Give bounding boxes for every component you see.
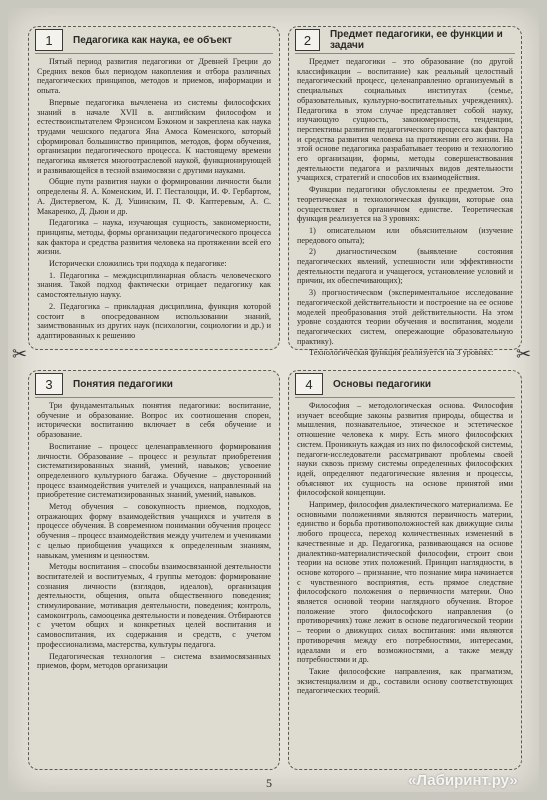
- paragraph: 2. Педагогика – прикладная дисциплина, функция которой состоит в опосредованном использовании знаний, заимствованных из других наук (психологии, социологии и др.) и адаптированных к решению: [37, 301, 271, 340]
- card-title: Основы педагогики: [333, 378, 432, 390]
- scissors-icon: ✂: [516, 344, 532, 365]
- paragraph: Исторически сложились три подхода к педагогике:: [49, 259, 227, 269]
- card-header: [295, 27, 515, 54]
- card-2: [288, 26, 522, 358]
- card-number: 3: [35, 373, 63, 395]
- card-title: Педагогика как наука, ее объект: [73, 34, 232, 46]
- paragraph: Например, философия диалектического материализма. Ее основными положениями являются первичность материи, единство и борьба противоположностей как движущие силы любого процесса, переход количественных изменений в качественные и др. Педагогика, развивающаяся на основе диалектико-материалистической философии, строит свои теории на основе этих положений. Принцип наглядности, в основе которого – признание, что познание мира начинается с чувственного восприятия, есть прямое следствие философского положения о первичности материи. Оно является основой теории наглядного обучения. Второе положение этого философского направления (о противоречиях) тоже лежит в основе педагогической теории – теории о движущих силах воспитания: ими являются противоречия между его потребностями, интересами, идеалами и его возможностями, а также между потребностями и др.: [297, 500, 513, 665]
- card-title: Понятия педагогики: [73, 378, 173, 390]
- paragraph: Методы воспитания – способы взаимосвязанной деятельности воспитателей и воспитуемых, 4 группы методов: формирование сознания личности (взглядов, идеалов), организация деятельности, общения, опыта общественного поведения; стимулирование, мотивация деятельности, поведения; контроль, самоконтроль, самооценка деятельности и поведения. Отбираются с учетом общих и конкретных целей воспитания и самовоспитания, их содержания и средств, с учетом профессионализма, мастерства, культуры педагога.: [37, 562, 271, 649]
- card-body: [29, 54, 279, 345]
- card-header: [35, 371, 273, 398]
- card-header: [35, 27, 273, 54]
- scissors-icon: ✂: [12, 344, 28, 365]
- watermark-logo: «Лабиринт.ру»: [408, 772, 518, 789]
- paragraph: Пятый период развития педагогики от Древней Греции до Средних веков был периодом накопления и отбора различных педагогических принципов, методов и приемов, информации и опыта.: [37, 57, 271, 96]
- paragraph: Предмет педагогики – это образование (по другой классификации – воспитание) как реальный целостный педагогический процесс, целенаправленно организуемый в специальных социальных институтах (семье, образовательных, культурно-воспитательных учреждениях). Педагогика в этом случае представляет собой науку, изучающую сущность, закономерности, тенденции, перспективы развития педагогического процесса как фактора и средства развития человека на протяжении его жизни. На этой основе педагогика разрабатывает теорию и технологию его организации, формы, методы совершенствования деятельности педагога и различных видов деятельности учащихся, стратегий и способов их взаимодействия.: [297, 57, 513, 183]
- card-3: [28, 370, 280, 770]
- card-body: [289, 54, 521, 358]
- paragraph: Функции педагогики обусловлены ее предметом. Это теоретическая и технологическая функции, которые она осуществляет в органичном единстве. Теоретическая функция реализуется на 3 уровнях:: [297, 185, 513, 224]
- paragraph: Впервые педагогика вычленена из системы философских знаний в начале XVII в. английским философом и естествоиспытателем Фрэнсисом Бэконом и закреплена как наука трудами чешского педагога Яна Амоса Коменского, который сформировал большинство принципов, методов, форм обучения, организации педагогического процесса. К настоящему времени педагогика является многоотраслевой наукой, функционирующей и развивающейся в тесной взаимосвязи с другими науками.: [37, 97, 271, 175]
- paragraph: Педагогическая технология – система взаимосвязанных приемов, форм, методов организации: [37, 651, 271, 671]
- paragraph: 1. Педагогика – междисциплинарная область человеческого знания. Такой подход фактически отрицает педагогику как самостоятельную науку.: [37, 270, 271, 300]
- card-header: [295, 371, 515, 398]
- paragraph: Философия – методологическая основа. Философия изучает всеобщие законы развития природы, общества и мышления, познавательное, этическое и эстетическое отношение человека к миру. Есть много философских систем. Проникнуть каждая из них по философской системы, педагоги-исследователи рассматривают проблемы своей науки сквозь призму системы определенных философских идей, определяют педагогические явления и процессы, объясняют их сущность на основе принятой ими философской концепции.: [297, 401, 513, 498]
- card-body: [289, 398, 521, 765]
- paragraph: Метод обучения – совокупность приемов, подходов, отражающих форму взаимодействия учащихся и учителя в процессе обучения. В современном понимании обучения процесс обучения – процесс взаимодействия между учителем и учениками с целью приобщения учащихся к определенным знаниям, навыкам, умениям и ценностям.: [37, 502, 271, 560]
- card-number: 2: [295, 29, 320, 51]
- card-title: Предмет педагогики, ее функции и задачи: [329, 29, 503, 51]
- page-number: 5: [266, 776, 272, 790]
- paragraph: 3) прогностическом (экспериментальное исследование педагогической действительности и построение на ее основе моделей преобразования этой действительности. На этом уровне создаются теории обучения и воспитания, модели педагогических систем, опережающие образовательную практику).: [297, 288, 513, 346]
- paragraph: Педагогика – наука, изучающая сущность, закономерности, принципы, методы, формы организации педагогического процесса как фактора и средства развития человека на протяжении всей его жизни.: [37, 218, 271, 257]
- card-number: 4: [295, 373, 323, 395]
- paragraph: Общие пути развития науки о формировании личности были определены Я. А. Коменским, И. Г. Песталоцци, И. Ф. Гербартом, А. Дистервегом, К. Д. Ушинским, П. Ф. Каптеревым, А. С. Макаренко, Д. Дьюи и др.: [37, 177, 271, 216]
- card-1: [28, 26, 280, 350]
- paragraph: Три фундаментальных понятия педагогики: воспитание, обучение и образование. Вопрос их соотношения спорен, исторически воспитанию включает в себя обучение и образование.: [37, 401, 271, 440]
- paragraph: 1) описательном или объяснительном (изучение передового опыта);: [297, 225, 513, 245]
- card-number: 1: [35, 29, 63, 51]
- paragraph: 2) диагностическом (выявление состояния педагогических явлений, успешности или эффективности деятельности педагога и учащегося, установление условий и причин, их обеспечивающих);: [297, 247, 513, 286]
- paragraph: Воспитание – процесс целенаправленного формирования личности. Образование – процесс и результат приобретения систематизированных знаний, умений, навыков; усвоение определенного культурного багажа. Обучение – двусторонний процесс взаимодействия учителей и учащихся, направленный на приобретение систематизированных знаний, умений, навыков.: [37, 441, 271, 500]
- book-page: [8, 8, 539, 792]
- card-4: [288, 370, 522, 770]
- paragraph: Такие философские направления, как прагматизм, экзистенциализм и др., составили основу соответствующих педагогических теорий.: [297, 666, 513, 696]
- card-body: [29, 398, 279, 765]
- paragraph: Технологическая функция реализуется на 3 уровнях:: [309, 348, 494, 358]
